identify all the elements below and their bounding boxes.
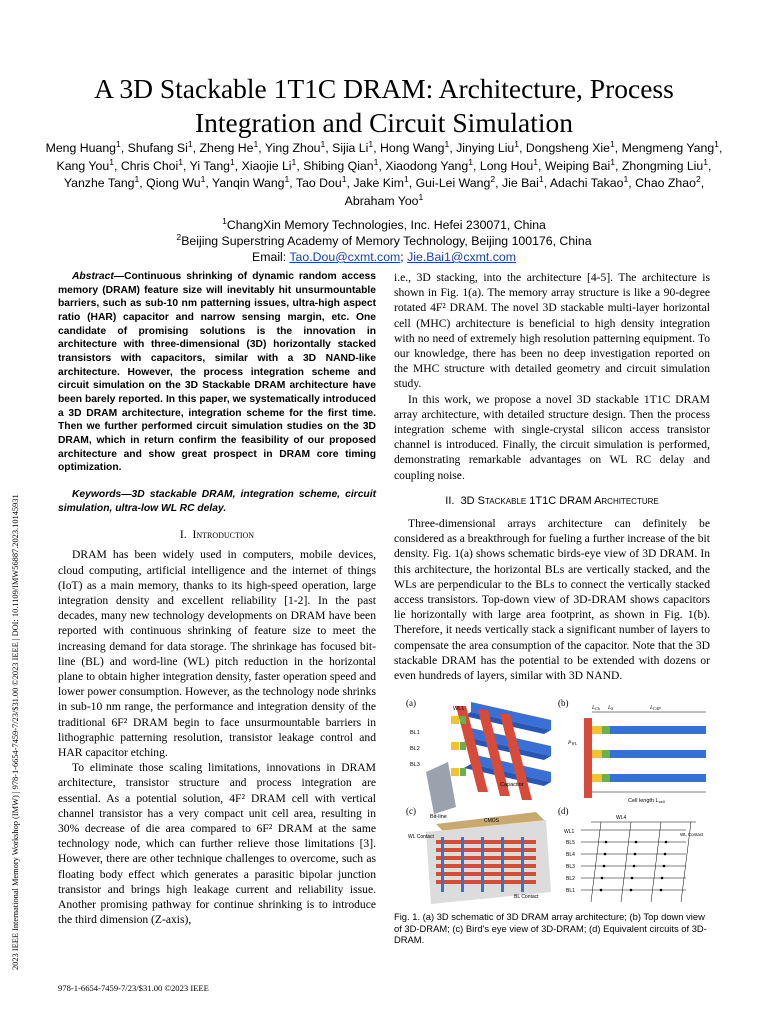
svg-text:WL Contact: WL Contact xyxy=(408,834,434,840)
author-name: Zhongming Liu xyxy=(621,158,704,173)
author-name: Yanzhe Tang xyxy=(63,176,135,190)
author-affiliation-mark: 1 xyxy=(418,191,424,202)
author-affiliation-mark: 1 xyxy=(341,173,347,184)
svg-text:Cell length Lcell: Cell length Lcell xyxy=(628,798,665,804)
author-affiliation-mark: 1 xyxy=(134,173,140,184)
author-name: Jake Kim xyxy=(353,176,404,190)
sidebar-citation: 2023 IEEE International Memory Workshop (IMW) | 978-1-6654-7459-7/23/$31.00 ©2023 IEEE | DOI: 10.1109/IMW56887.2023.10145931 xyxy=(11,494,20,970)
svg-text:LCh: LCh xyxy=(592,705,600,711)
author-name: Xiaodong Yang xyxy=(385,158,469,173)
section-1-heading: I. Introduction xyxy=(179,528,255,542)
author-name: Abraham Yoo xyxy=(344,193,419,208)
svg-text:BL3: BL3 xyxy=(566,864,575,870)
author-name: Yanqin Wang xyxy=(212,176,285,190)
author-affiliation-mark: 1 xyxy=(320,138,326,149)
svg-text:Bit-line: Bit-line xyxy=(430,814,447,820)
author-affiliation-mark: 1 xyxy=(533,156,538,167)
author-name: Chao Zhao xyxy=(635,176,696,190)
author-name: Xiaojie Li xyxy=(241,158,292,173)
abstract: Abstract—Continuous shrinking of dynamic random access memory (DRAM) feature size will inevitably hit unsurmountable barriers, such as sub-10 nm patterning issues, ultra-high aspect ratio (HAR) capacitor and narrow sensing margin, etc. One candidate of promising solutions is the innovation in architecture with three-dimensional (3D) horizontally stacked transistors with capacitors, similar with a 3D NAND-like architecture. However, the process integration scheme and circuit simulation on the 3D Stackable DRAM architecture have been barely reported. In this paper, we systematically introduced a 3D DRAM architecture, integration scheme for the first time. Then we further performed circuit simulation studies on the 3D DRAM, which in return confirm the feasibility of our proposed architecture and show great prospect in DRAM core timing optimization. xyxy=(58,271,376,474)
author-affiliation-mark: 1 xyxy=(373,156,379,167)
author-affiliation-mark: 1 xyxy=(468,156,474,167)
intro-paragraph-1: DRAM has been widely used in computers, mobile devices, cloud computing, artificial intelligence and the internet of things (IoT) as a main memory, thanks to its high-speed operation, large integration density and excellent reliability [1-2]. In the past decades, many new technology developments on DRAM have been reported with continuous shrinking of feature size to meet the increasing demand for data storage. The shrinkage has focused bit-line (BL) and word-line (WL) pitch reduction in the horizontal plane to obtain higher integration density, faster operation speed and lower power consumption. However, as the technology node shrinks in sub-10 nm range, the performance and integration density of the traditional 6F² DRAM begin to face unsurmountable barriers in lithographic patterning resolution, transistor leakage control and HAR capacitor etching. xyxy=(58,548,376,759)
author-affiliation-mark: 1 xyxy=(200,173,206,184)
figure-1-caption: Fig. 1. (a) 3D schematic of 3D DRAM array architecture; (b) Top down view of 3D-DRAM; (c) Bird's eye view of 3D-DRAM; (d) Equivalent circuits of 3D-DRAM. xyxy=(394,911,707,946)
keywords: Keywords—3D stackable DRAM, integration scheme, circuit simulation, ultra-low WL RC delay. xyxy=(58,488,376,514)
svg-text:WL Contact: WL Contact xyxy=(680,832,704,837)
svg-text:LS: LS xyxy=(608,705,614,711)
affiliation-2: $^2$Beijing Superstring Academy of Memory Technology, Beijing 100176, China xyxy=(176,231,592,248)
author-name: Kang You xyxy=(56,158,110,173)
figure-panel-c xyxy=(406,806,551,904)
affiliations xyxy=(40,217,728,265)
author-name: Shibing Qian xyxy=(303,158,374,173)
author-affiliation-mark: 1 xyxy=(178,156,184,167)
intro-paragraph-2: To eliminate those scaling limitations, innovations in DRAM architecture, transistor structure and process integration are essential. As a potential solution, 4F² DRAM cell with vertical channel transistor has a very compact unit cell area, resulting in 30% decrease of die area compared to 6F² DRAM at the same technology node, which can further relieve those limitations [3]. However, there are other technique challenges to overcome, such as floating body effect which generates a parasitic bipolar junction transistor and brings high leakage current and reliability issue. Another promising pathway for continue shrinking is to introduce the third dimension (Z-axis), xyxy=(58,761,376,927)
affiliation-1: $^1$ChangXin Memory Technologies, Inc. Hefei 230071, China xyxy=(222,215,546,232)
svg-text:BL Contact: BL Contact xyxy=(514,894,539,900)
author-name: Gui-Lei Wang xyxy=(415,176,491,190)
svg-text:LCAP: LCAP xyxy=(650,705,661,711)
left-column xyxy=(58,270,376,927)
author-affiliation-mark: 2 xyxy=(695,173,701,184)
author-affiliation-mark: 1 xyxy=(230,156,235,167)
svg-text:Capacitor: Capacitor xyxy=(500,782,524,788)
right-paragraph-1: i.e., 3D stacking, into the architecture [4-5]. The architecture is shown in Fig. 1(a). The memory array structure is like a 90-degree rotated 4F² DRAM. The novel 3D stackable multi-layer horizontal cell (MHC) architecture is beneficial to high density integration with no need of extremely high resolution patterning equipment. To our knowledge, there has been no deep investigation reported on the MHC structure with detailed geometry and circuit simulation study. xyxy=(394,271,710,391)
svg-text:BL3: BL3 xyxy=(410,762,420,768)
email-line: Email: Tao.Dou@cxmt.com; Jie.Bai1@cxmt.com xyxy=(252,250,516,264)
author-name: Jie Bai xyxy=(501,176,539,190)
author-affiliation-mark: 1 xyxy=(444,138,450,149)
svg-text:BL1: BL1 xyxy=(566,888,575,894)
figure-1 xyxy=(396,692,714,907)
svg-text:WL1: WL1 xyxy=(453,706,465,712)
author-name: Zheng He xyxy=(199,141,254,155)
author-name: Dongsheng Xie xyxy=(525,141,610,155)
email-link-2[interactable]: Jie.Bai1@cxmt.com xyxy=(407,250,516,264)
svg-text:(d): (d) xyxy=(558,806,569,816)
svg-text:WL4: WL4 xyxy=(616,815,627,821)
author-name: Sijia Li xyxy=(332,141,369,155)
author-affiliation-mark: 1 xyxy=(538,173,544,184)
author-affiliation-mark: 1 xyxy=(610,156,616,167)
author-name: Hong Wang xyxy=(380,141,445,155)
author-name: Weiping Bai xyxy=(544,158,611,173)
svg-text:(c): (c) xyxy=(406,806,416,816)
author-name: Long Hou xyxy=(479,158,534,173)
author-affiliation-mark: 1 xyxy=(623,173,629,184)
author-affiliation-mark: 1 xyxy=(116,138,121,149)
svg-text:BL2: BL2 xyxy=(566,876,575,882)
author-name: Qiong Wu xyxy=(146,176,201,190)
right-column xyxy=(394,270,710,683)
paper-title: A 3D Stackable 1T1C DRAM: Architecture, Process Integration and Circuit Simulation xyxy=(94,73,674,138)
author-affiliation-mark: 1 xyxy=(284,173,290,184)
section-2-heading: II. 3D Stackable 1T1C DRAM Architecture xyxy=(445,494,659,507)
author-name: Shufang Si xyxy=(127,141,188,155)
author-affiliation-mark: 1 xyxy=(514,138,520,149)
author-name: Chris Choi xyxy=(120,158,179,173)
figure-panel-b xyxy=(558,698,706,804)
author-affiliation-mark: 1 xyxy=(714,138,719,149)
figure-panel-d xyxy=(558,806,704,902)
author-affiliation-mark: 1 xyxy=(610,138,615,149)
svg-text:(b): (b) xyxy=(558,698,569,708)
svg-text:CMOS: CMOS xyxy=(484,818,499,824)
author-name: Meng Huang xyxy=(45,141,117,155)
author-name: Ying Zhou xyxy=(264,141,321,155)
author-affiliation-mark: 1 xyxy=(253,138,259,149)
author-affiliation-mark: 1 xyxy=(187,138,193,149)
author-name: Yi Tang xyxy=(189,158,230,173)
author-affiliation-mark: 2 xyxy=(490,173,496,184)
author-affiliation-mark: 1 xyxy=(109,156,114,167)
section-2-paragraph-1: Three-dimensional arrays architecture can definitely be considered as a breakthrough for fueling a further increase of the bit density. Fig. 1(a) shows schematic birds-eye view of 3D DRAM. In this architecture, the horizontal BLs are vertically stacked, and the WLs are perpendicular to the BLs to connect the vertically stacked access transistors. Top-down view of 3D-DRAM shows capacitors lie horizontally with large area footprint, as shown in Fig. 1(b). Therefore, it needs vertically stack a significant number of layers to compensate the area consumption of the capacitor. Note that the 3D stackable DRAM has the potential to be extended with dozens or even hundreds of layers, similar with 3D NAND. xyxy=(394,517,710,683)
author-name: Tao Dou xyxy=(295,176,342,190)
author-affiliation-mark: 1 xyxy=(703,156,709,167)
svg-text:(a): (a) xyxy=(406,698,416,708)
svg-text:BL5: BL5 xyxy=(566,840,575,846)
email-link-1[interactable]: Tao.Dou@cxmt.com xyxy=(289,250,401,264)
svg-text:BL4: BL4 xyxy=(566,852,575,858)
svg-text:WL1: WL1 xyxy=(564,829,575,835)
author-affiliation-mark: 1 xyxy=(368,138,374,149)
page-footer: 978-1-6654-7459-7/23/$31.00 ©2023 IEEE xyxy=(58,983,209,993)
svg-text:BL2: BL2 xyxy=(410,746,420,752)
author-name: Adachi Takao xyxy=(549,176,624,190)
svg-text:BL1: BL1 xyxy=(410,730,420,736)
author-name: Jinying Liu xyxy=(456,141,515,155)
figure-panel-a xyxy=(406,698,551,820)
author-list: Meng Huang$^1$, Shufang Si$^1$, Zheng He$^1$, Ying Zhou$^1$, Sijia Li$^1$, Hong Wang$^1$, Jinying Liu$^1$, Dongsheng Xie$^1$, Mengmeng Yang$^1$, Kang You$^1$, Chris Choi$^1$, Yi Tang$^1$, Xiaojie Li$^1$, Shibing Qian$^1$, Xiaodong Yang$^1$, Long Hou$^1$, Weiping Bai$^1$, Zhongming Liu$^1$, Yanzhe Tang$^1$, Qiong Wu$^1$, Yanqin Wang$^1$, Tao Dou$^1$, Jake Kim$^1$, Gui-Lei Wang$^2$, Jie Bai$^1$, Adachi Takao$^1$, Chao Zhao$^2$, Abraham Yoo$^1$ xyxy=(45,138,723,208)
author-affiliation-mark: 1 xyxy=(291,156,297,167)
right-paragraph-2: In this work, we propose a novel 3D stackable 1T1C DRAM array architecture, with detailed structure design. Then the process integration scheme with single-crystal silicon access transistor channel is introduced. Finally, the circuit simulation is performed, demonstrating remarkable advantages on WL RC delay and coupling noise. xyxy=(394,392,710,482)
author-name: Mengmeng Yang xyxy=(621,141,715,155)
svg-text:PWL: PWL xyxy=(568,740,577,746)
author-affiliation-mark: 1 xyxy=(403,173,409,184)
